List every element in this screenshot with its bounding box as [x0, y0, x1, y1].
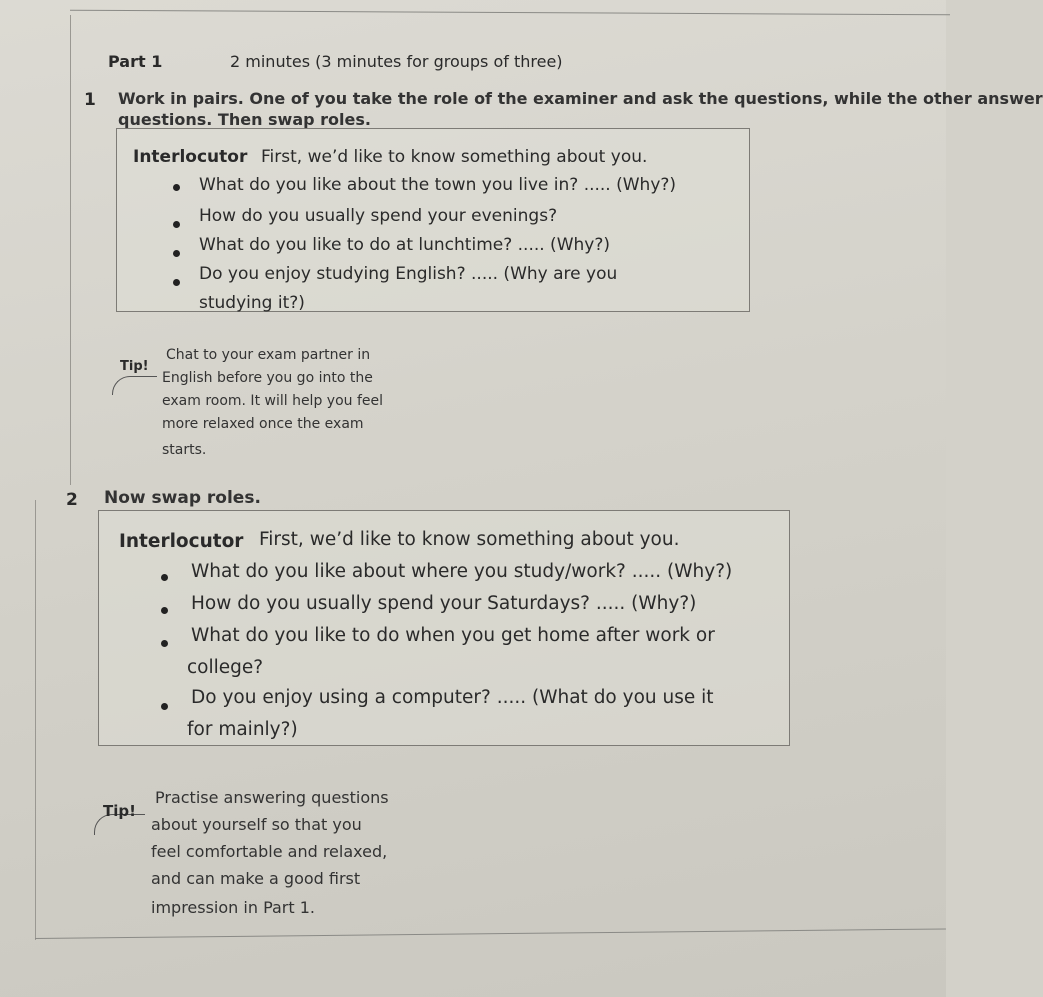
task2-question-2: How do you usually spend your Saturdays? ..... (Why?): [191, 593, 697, 614]
task1-question-4: Do you enjoy studying English? ..... (Why are you: [199, 264, 618, 284]
top-rule: [70, 10, 950, 16]
tip1-line-5: starts.: [162, 442, 207, 458]
tip2-label: Tip!: [103, 802, 136, 820]
bottom-rule: [35, 928, 946, 939]
task1-intro: First, we’d like to know something about you.: [261, 147, 648, 167]
task2-question-1: What do you like about where you study/work? ..... (Why?): [191, 561, 733, 582]
bullet: [161, 640, 168, 647]
tip1-curve: [112, 376, 157, 395]
tip2-line-5: impression in Part 1.: [151, 898, 315, 917]
bullet: [161, 703, 168, 710]
tip2-line-1: Practise answering questions: [155, 788, 389, 807]
bullet: [173, 250, 180, 257]
task2-intro: First, we’d like to know something about you.: [259, 529, 680, 550]
task2-question-3: What do you like to do when you get home after work or: [191, 625, 715, 646]
tip2-line-4: and can make a good first: [151, 869, 361, 888]
bullet: [173, 221, 180, 228]
bullet: [173, 279, 180, 286]
tip1-line-1: Chat to your exam partner in: [166, 347, 371, 363]
task2-question-4-cont: for mainly?): [187, 719, 298, 740]
tip2-line-3: feel comfortable and relaxed,: [151, 842, 388, 861]
left-rule: [70, 15, 71, 485]
task1-question-1: What do you like about the town you live in? ..... (Why?): [199, 175, 677, 195]
tip1-label: Tip!: [120, 359, 149, 374]
task1-question-3: What do you like to do at lunchtime? ..... (Why?): [199, 235, 610, 255]
left-rule-lower: [35, 500, 36, 940]
task2-question-3-cont: college?: [187, 657, 264, 678]
task2-instruction: Now swap roles.: [104, 488, 261, 508]
task1-interlocutor: Interlocutor: [133, 147, 248, 167]
task1-question-2: How do you usually spend your evenings?: [199, 206, 558, 226]
task2-number: 2: [66, 490, 78, 510]
bullet: [161, 574, 168, 581]
task1-instruction-line1: Work in pairs. One of you take the role of the examiner and ask the questions, while the other answer: [118, 89, 1043, 108]
task1-instruction-line2: questions. Then swap roles.: [118, 110, 371, 129]
tip1-line-3: exam room. It will help you feel: [162, 393, 384, 409]
task2-question-box: [98, 510, 790, 746]
part-label: Part 1: [108, 52, 163, 71]
task2-interlocutor: Interlocutor: [119, 531, 244, 552]
task1-question-box: [116, 128, 750, 312]
task1-number: 1: [84, 90, 96, 110]
bullet: [161, 607, 168, 614]
bullet: [173, 184, 180, 191]
part-time: 2 minutes (3 minutes for groups of three): [230, 52, 563, 71]
task2-question-4: Do you enjoy using a computer? ..... (What do you use it: [191, 687, 714, 708]
tip2-line-2: about yourself so that you: [151, 815, 362, 834]
task1-question-4-cont: studying it?): [199, 293, 305, 313]
tip1-line-4: more relaxed once the exam: [162, 416, 364, 432]
tip1-line-2: English before you go into the: [162, 370, 373, 386]
